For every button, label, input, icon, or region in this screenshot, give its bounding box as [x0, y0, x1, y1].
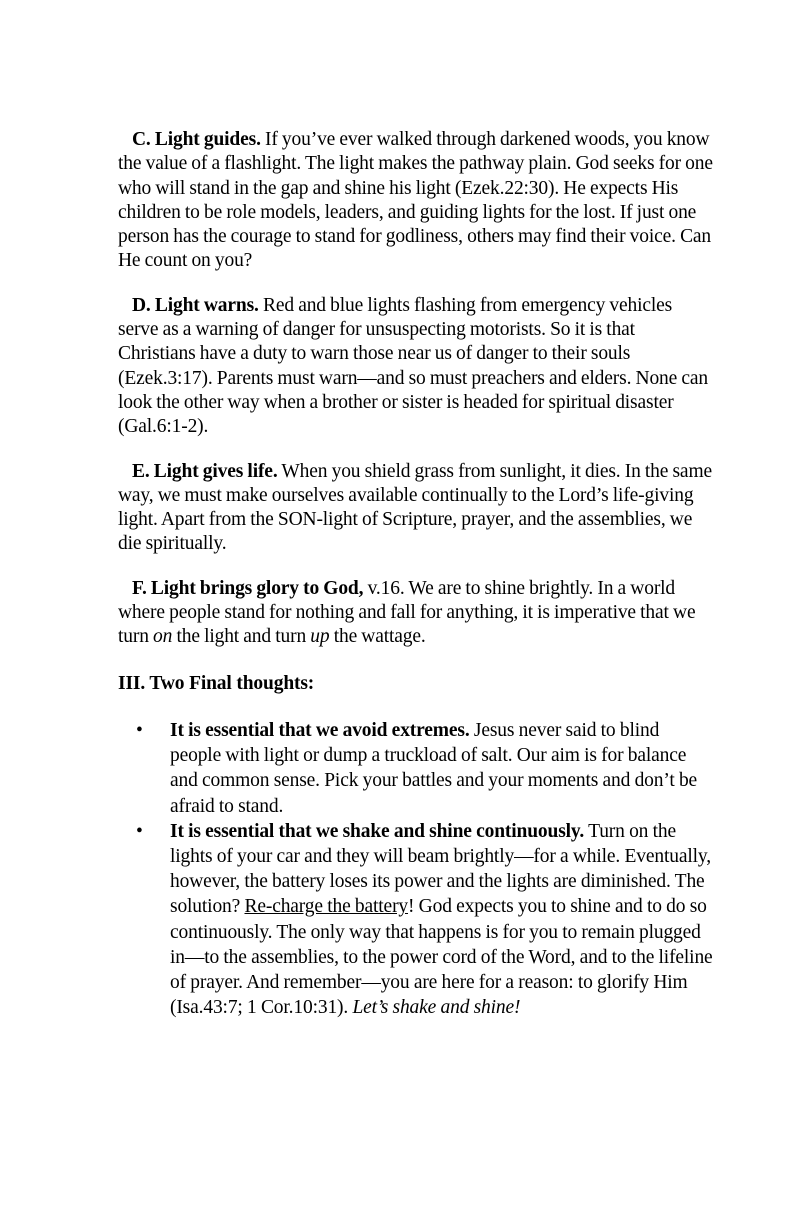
- list-item-lead: It is essential that we shake and shine continuously.: [170, 820, 585, 842]
- paragraph-f-label: F. Light brings glory to God,: [132, 577, 364, 599]
- paragraph-e: [118, 460, 714, 557]
- paragraph-c-label: C. Light guides.: [132, 129, 261, 150]
- paragraph-c-text: If you’ve ever walked through darkened woods, you know the value of a flashlight. The light makes the pathway plain. God seeks for one who will stand in the gap and shine his light (Ezek.22:30). He expects His children to be role models, leaders, and guiding lights for the lost. If just one person has the courage to stand for godliness, others may find their voice. Can He count on you?: [118, 129, 713, 272]
- list-item-text-1: Turn on the lights of your car and they will beam brightly—for a while. Eventually, however, the battery loses its power and the lights are diminished. The solution?: [170, 820, 711, 918]
- list-item: [118, 718, 714, 819]
- paragraph-f-emphasis-on: on: [153, 626, 173, 648]
- paragraph-f-text-1: v.16. We are to shine brightly. In a world where people stand for nothing and fall for anything, it is imperative that we turn: [118, 577, 696, 648]
- paragraph-c: [118, 128, 714, 274]
- paragraph-e-text: When you shield grass from sunlight, it dies. In the same way, we must make ourselves available continually to the Lord’s life-giving light. Apart from the SON-light of Scripture, prayer, and the assemblies, we die spiritually.: [118, 460, 712, 555]
- document-body: [118, 128, 714, 1020]
- paragraph-f-text-3: the wattage.: [329, 626, 426, 648]
- list-item-underlined-phrase: Re-charge the battery: [244, 896, 409, 918]
- paragraph-f-text-2: the light and turn: [172, 626, 311, 648]
- list-item-closing-emphasis: Let’s shake and shine!: [352, 997, 521, 1019]
- final-thoughts-list: [118, 718, 714, 1020]
- paragraph-f-emphasis-up: up: [310, 626, 330, 648]
- paragraph-e-label: E. Light gives life.: [132, 460, 278, 482]
- paragraph-d-label: D. Light warns.: [132, 294, 259, 316]
- paragraph-f: [118, 577, 714, 650]
- paragraph-d: [118, 294, 714, 440]
- bullet-point-icon: •: [136, 820, 143, 842]
- list-item: [118, 819, 714, 1021]
- section-heading-three: III. Two Final thoughts:: [118, 672, 315, 694]
- bullet-point-icon: •: [136, 719, 143, 741]
- list-item-text: Jesus never said to blind people with light or dump a truckload of salt. Our aim is for balance and common sense. Pick your battles and your moments and don’t be afraid to stand.: [170, 719, 698, 817]
- list-item-lead: It is essential that we avoid extremes.: [170, 719, 470, 741]
- paragraph-d-text: Red and blue lights flashing from emergency vehicles serve as a warning of danger for unsuspecting motorists. So it is that Christians have a duty to warn those near us of danger to their souls (Ezek.3:17). Parents must warn—and so must preachers and elders. None can look the other way when a brother or sister is headed for spiritual disaster (Gal.6:1-2).: [118, 294, 708, 438]
- list-item-text-2: ! God expects you to shine and to do so continuously. The only way that happens is for you to remain plugged in—to the assemblies, to the power cord of the Word, and to the lifeline of prayer. And remember—you are here for a reason: to glorify Him (Isa.43:7; 1 Cor.10:31).: [170, 896, 713, 1019]
